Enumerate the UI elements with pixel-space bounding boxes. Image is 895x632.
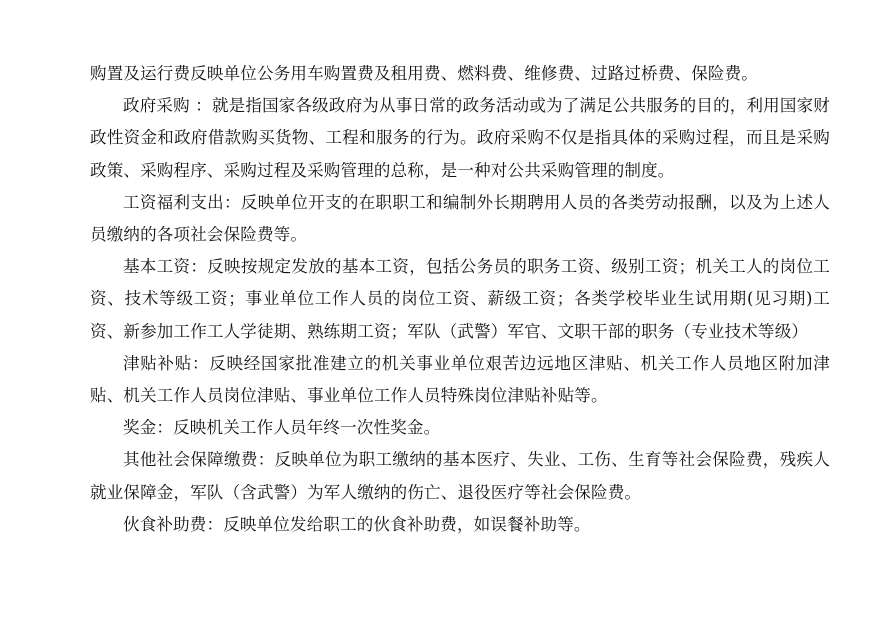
document-body [90,58,830,541]
paragraph-allowances: 津贴补贴：反映经国家批准建立的机关事业单位艰苦边远地区津贴、机关工作人员地区附加津贴、机关工作人员岗位津贴、事业单位工作人员特殊岗位津贴补贴等。 [90,353,830,406]
paragraph-basic-salary: 基本工资：反映按规定发放的基本工资，包括公务员的职务工资、级别工资；机关工人的岗位工资、技术等级工资；事业单位工作人员的岗位工资、薪级工资；各类学校毕业生试用期(见习期)工资、新参加工作工人学徒期、熟练期工资；军队（武警）军官、文职干部的职务（专业技术等级） [90,257,830,341]
paragraph-other-social-security: 其他社会保障缴费：反映单位为职工缴纳的基本医疗、失业、工伤、生育等社会保险费，残疾人就业保障金，军队（含武警）为军人缴纳的伤亡、退役医疗等社会保险费。 [90,450,830,502]
paragraph-meal-subsidy: 伙食补助费：反映单位发给职工的伙食补助费，如误餐补助等。 [123,514,591,534]
paragraph-government-procurement: 政府采购 ：就是指国家各级政府为从事日常的政务活动或为了满足公共服务的目的，利用国家财政性资金和政府借款购买货物、工程和服务的行为。政府采购不仅是指具体的采购过程，而且是采购政策、采购程序、采购过程及采购管理的总称，是一种对公共采购管理的制度。 [90,96,830,180]
paragraph-bonus: 奖金：反映机关工作人员年终一次性奖金。 [123,418,441,438]
paragraph-vehicle-purchase: 购置及运行费反映单位公务用车购置费及租用费、燃料费、维修费、过路过桥费、保险费。 [90,64,758,83]
paragraph-salary-welfare: 工资福利支出：反映单位开支的在职职工和编制外长期聘用人员的各类劳动报酬，以及为上述人员缴纳的各项社会保险费等。 [90,192,830,245]
